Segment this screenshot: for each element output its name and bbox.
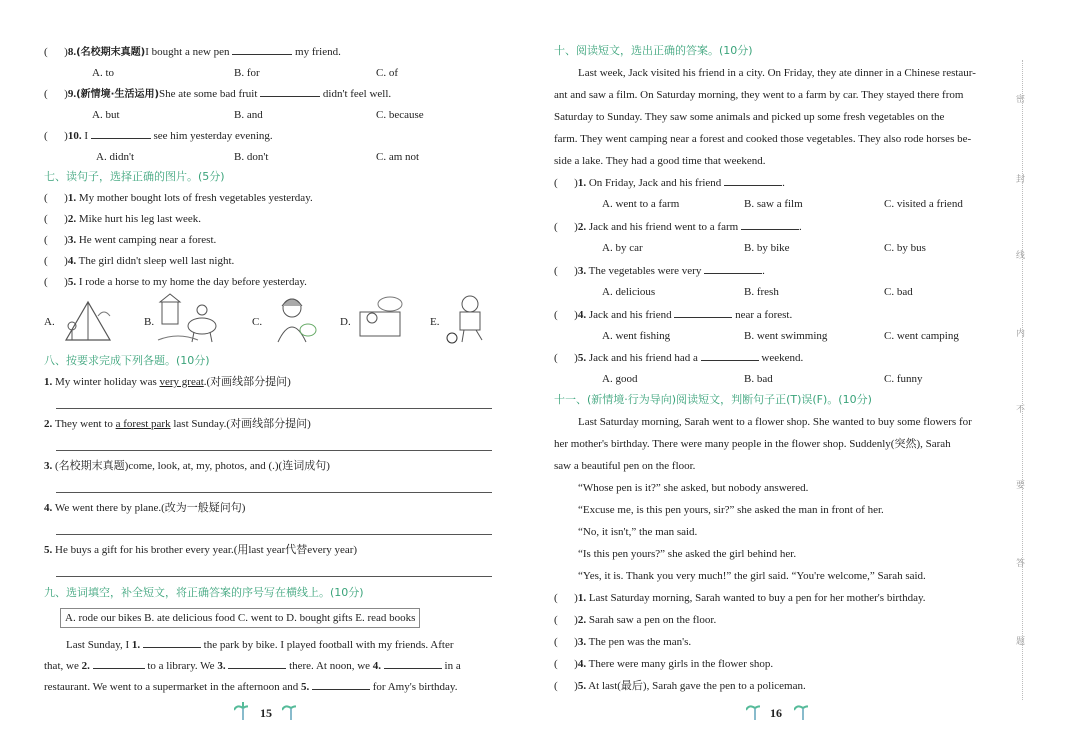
section-8-title: 八、按要求完成下列各题。(10分) xyxy=(44,354,210,367)
sec11-q5: ( )5. At last(最后), Sarah gave the pen to a policeman. xyxy=(554,680,806,692)
option: B. bad xyxy=(744,373,773,385)
seal-char: 封 xyxy=(1016,175,1026,185)
palm-icon xyxy=(794,702,808,720)
seal-char: 不 xyxy=(1016,405,1026,415)
sec7-item-1: ( )1. My mother bought lots of fresh vegetables yesterday. xyxy=(44,192,313,204)
seal-char: 题 xyxy=(1016,637,1026,647)
sec10-q4: ( )4. Jack and his friend near a forest. xyxy=(554,309,793,321)
passage-line: “Whose pen is it?” she asked, but nobody answered. xyxy=(578,482,809,494)
answer-line[interactable] xyxy=(56,408,492,409)
sec10-q1: ( )1. On Friday, Jack and his friend . xyxy=(554,177,785,189)
option: A. delicious xyxy=(602,286,656,298)
option: B. went swimming xyxy=(744,330,828,342)
option: C. bad xyxy=(884,286,913,298)
sec8-q2: 2. They went to a forest park last Sunday.(对画线部分提问) xyxy=(44,418,311,430)
section-10-title: 十、阅读短文，选出正确的答案。(10分) xyxy=(554,44,753,57)
seal-char: 要 xyxy=(1016,481,1026,491)
option: A. good xyxy=(602,373,638,385)
passage-line: “No, it isn't,” the man said. xyxy=(578,526,698,538)
option: B. don't xyxy=(234,151,269,163)
sec7-item-2: ( )2. Mike hurt his leg last week. xyxy=(44,213,202,225)
answer-line[interactable] xyxy=(56,534,492,535)
option: C. funny xyxy=(884,373,923,385)
mother-vegetables-picture xyxy=(264,294,320,346)
question-10: ( )10. I see him yesterday evening. xyxy=(44,130,273,142)
seal-char: 密 xyxy=(1016,95,1026,105)
option: B. by bike xyxy=(744,242,790,254)
passage-line: ant and saw a film. On Saturday morning, they went to a farm by car. They stayed there from xyxy=(554,89,964,101)
palm-icon xyxy=(234,702,248,720)
question-8: ( )8.(名校期末真题)I bought a new pen my friend. xyxy=(44,46,341,58)
passage-line: side a lake. They had a good time that weekend. xyxy=(554,155,766,167)
sec9-line-1: Last Sunday, I 1. the park by bike. I played football with my friends. After xyxy=(66,639,454,651)
sec8-q4: 4. We went there by plane.(改为一般疑问句) xyxy=(44,502,246,514)
passage-line: “Yes, it is. Thank you very much!” the girl said. “You're welcome,” Sarah said. xyxy=(578,570,926,582)
seal-line xyxy=(1022,60,1037,700)
option: A. but xyxy=(92,109,120,121)
section-9-title: 九、选词填空，补全短文，将正确答案的序号写在横线上。(10分) xyxy=(44,586,364,599)
option: C. went camping xyxy=(884,330,959,342)
palm-icon xyxy=(282,702,296,720)
girl-bed-picture xyxy=(354,294,410,342)
passage-line: “Is this pen yours?” she asked the girl behind her. xyxy=(578,548,797,560)
sec7-item-5: ( )5. I rode a horse to my home the day before yesterday. xyxy=(44,276,307,288)
section-7-title: 七、读句子，选择正确的图片。(5分) xyxy=(44,170,225,183)
word-bank: A. rode our bikes B. ate delicious food C. went to D. bought gifts E. read books xyxy=(60,608,420,628)
option: B. for xyxy=(234,67,260,79)
right-page xyxy=(540,0,1080,748)
sec7-item-4: ( )4. The girl didn't sleep well last night. xyxy=(44,255,235,267)
sec9-line-2: that, we 2. to a library. We 3. there. At noon, we 4. in a xyxy=(44,660,461,672)
sec9-line-3: restaurant. We went to a supermarket in the afternoon and 5. for Amy's birthday. xyxy=(44,681,458,693)
answer-line[interactable] xyxy=(56,450,492,451)
passage-line: “Excuse me, is this pen yours, sir?” she asked the man in front of her. xyxy=(578,504,884,516)
option: A. went to a farm xyxy=(602,198,680,210)
palm-icon xyxy=(746,702,760,720)
sec8-q5: 5. He buys a gift for his brother every year.(用last year代替every year) xyxy=(44,544,358,556)
section-11-title: 十一、(新情境·行为导向)阅读短文，判断句子正(T)误(F)。(10分) xyxy=(554,393,872,406)
sec11-q3: ( )3. The pen was the man's. xyxy=(554,636,692,648)
option: A. by car xyxy=(602,242,643,254)
seal-char: 内 xyxy=(1016,329,1026,339)
passage-line: Last week, Jack visited his friend in a city. On Friday, they ate dinner in a Chinese restaur- xyxy=(578,67,976,79)
sec10-q3: ( )3. The vegetables were very . xyxy=(554,265,765,277)
pic-label-e: E. xyxy=(430,316,440,328)
sec8-q1: 1. My winter holiday was very great.(对画线部分提问) xyxy=(44,376,291,388)
option: A. didn't xyxy=(96,151,135,163)
page-number: 16 xyxy=(770,706,782,720)
sec11-q1: ( )1. Last Saturday morning, Sarah wanted to buy a pen for her mother's birthday. xyxy=(554,592,926,604)
passage-line: saw a beautiful pen on the floor. xyxy=(554,460,696,472)
sec11-q2: ( )2. Sarah saw a pen on the floor. xyxy=(554,614,717,626)
camping-tent-picture xyxy=(58,296,118,344)
sec7-item-3: ( )3. He went camping near a forest. xyxy=(44,234,217,246)
sec8-q3: 3. (名校期末真题)come, look, at, my, photos, and (.)(连词成句) xyxy=(44,460,330,472)
pic-label-d: D. xyxy=(340,316,351,328)
passage-line: Saturday to Sunday. They saw some animals and picked up some fresh vegetables on the xyxy=(554,111,945,123)
option: C. by bus xyxy=(884,242,926,254)
pic-label-a: A. xyxy=(44,316,55,328)
option: C. of xyxy=(376,67,398,79)
option: B. and xyxy=(234,109,263,121)
option: A. went fishing xyxy=(602,330,671,342)
boy-hurt-leg-picture xyxy=(442,292,498,346)
option: B. saw a film xyxy=(744,198,803,210)
pic-label-b: B. xyxy=(144,316,155,328)
option: B. fresh xyxy=(744,286,779,298)
sec11-q4: ( )4. There were many girls in the flower shop. xyxy=(554,658,774,670)
option: C. because xyxy=(376,109,424,121)
option: C. visited a friend xyxy=(884,198,963,210)
option: C. am not xyxy=(376,151,420,163)
passage-line: Last Saturday morning, Sarah went to a flower shop. She wanted to buy some flowers for xyxy=(578,416,972,428)
passage-line: farm. They went camping near a forest and cooked those vegetables. They also rode horses be- xyxy=(554,133,972,145)
sec10-q2: ( )2. Jack and his friend went to a farm . xyxy=(554,221,802,233)
option: A. to xyxy=(92,67,114,79)
answer-line[interactable] xyxy=(56,576,492,577)
seal-char: 线 xyxy=(1016,251,1026,261)
sec10-q5: ( )5. Jack and his friend had a weekend. xyxy=(554,352,804,364)
horse-riding-picture xyxy=(156,292,226,344)
page-number: 15 xyxy=(260,706,272,720)
answer-line[interactable] xyxy=(56,492,492,493)
passage-line: her mother's birthday. There were many people in the flower shop. Suddenly(突然), Sarah xyxy=(554,438,951,450)
question-9: ( )9.(新情境·生活运用)She ate some bad fruit didn't feel well. xyxy=(44,88,392,100)
seal-char: 答 xyxy=(1016,559,1026,569)
pic-label-c: C. xyxy=(252,316,263,328)
